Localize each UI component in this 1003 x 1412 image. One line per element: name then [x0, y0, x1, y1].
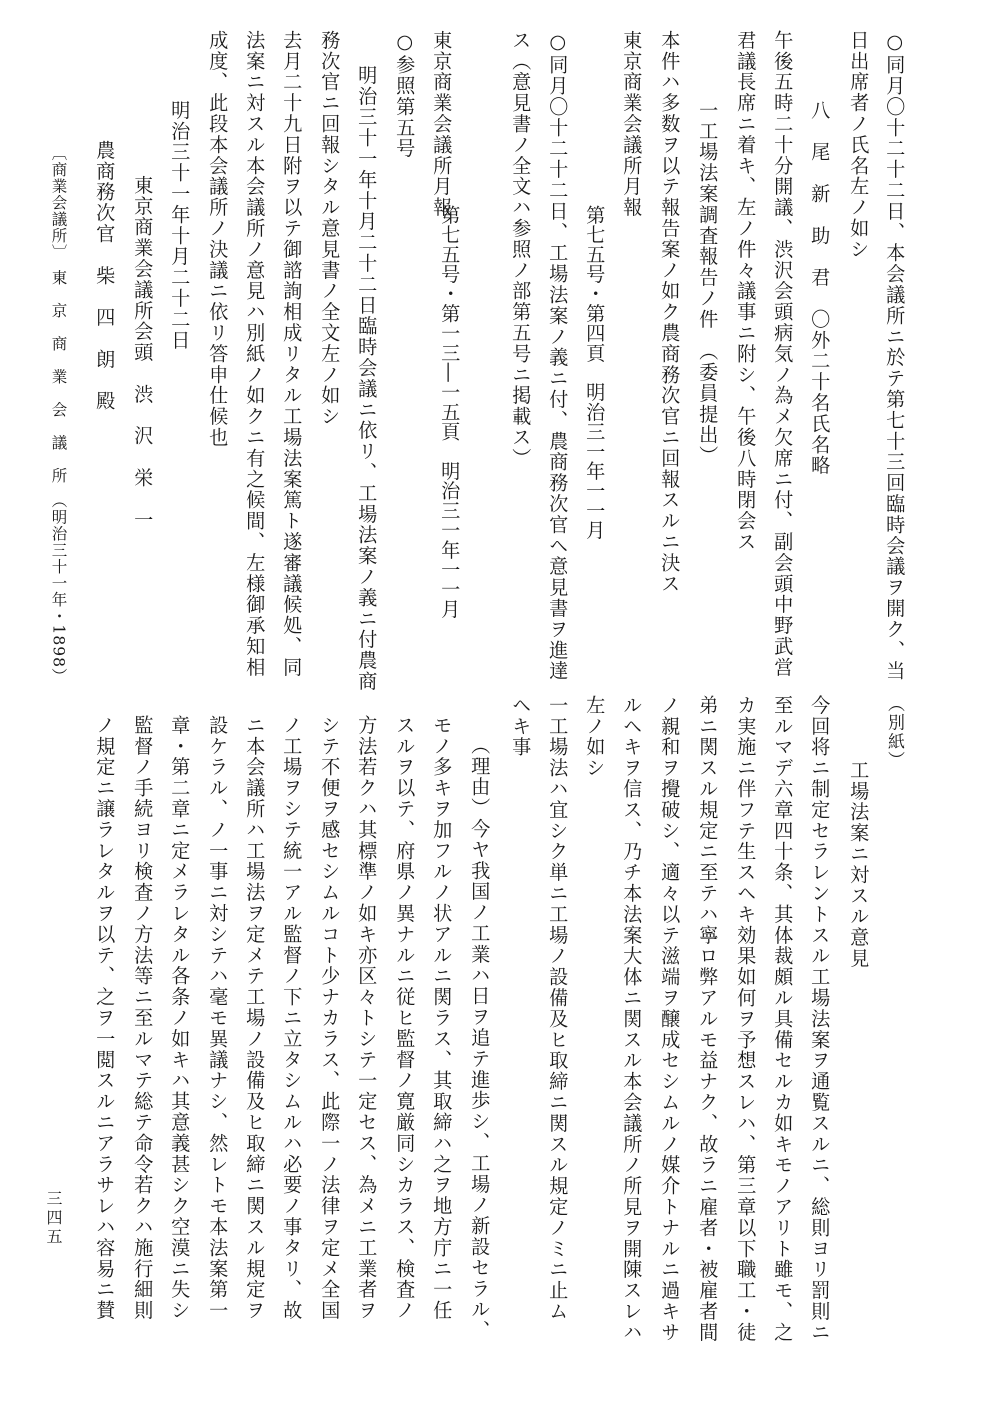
text-line: ニ本会議所ハ工場法ヲ定メテ工場ノ設備及ヒ取締ニ関スル規定ヲ [243, 715, 267, 1322]
text-line: 君議長席ニ着キ、左ノ件々議事ニ附シ、午後八時閉会ス [734, 30, 758, 553]
text-line: 一工場法ハ宜シク単ニ工場ノ設備及ヒ取締ニ関スル規定ノミニ止ム [546, 695, 570, 1322]
text-line: 本件ハ多数ヲ以テ報告案ノ如ク農商務次官ニ回報スルニ決ス [658, 30, 682, 595]
addressee-line: 農商務次官 柴 四 朗 殿 [93, 140, 117, 412]
text-line: 一工場法案調査報告ノ件 （委員提出） [696, 100, 720, 467]
text-line: 午後五時二十分開議、渋沢会頭病気ノ為メ欠席ニ付、副会頭中野武営 [771, 30, 795, 678]
running-footer: 〔商業会議所〕 東 京 商 業 会 議 所 （明治三十一年・1898） [49, 145, 68, 685]
signature-line: 東京商業会議所会頭 渋 沢 栄 一 [131, 175, 155, 531]
section-heading: ○参照第五号 [393, 30, 417, 160]
text-line: ノ親和ヲ攪破シ、適々以テ滋端ヲ醸成セシムルノ媒介トナルニ過キサ [658, 695, 682, 1343]
source-title: 東京商業会議所月報 [620, 30, 644, 219]
text-line: 監督ノ手続ヨリ検査ノ方法等ニ至ルマテ総テ命令若クハ施行細則 [131, 715, 155, 1322]
text-line: 成度、此段本会議所ノ決議ニ依リ答申仕候也 [206, 30, 230, 448]
text-line: ヘキ事 [509, 695, 533, 758]
text-line: 弟ニ関スル規定ニ至テハ寧ロ弊アルモ益ナク、故ラニ雇者・被雇者間 [696, 695, 720, 1343]
source-citation: 第七五号・第一三―一五頁 明治三一年一一月 [438, 205, 462, 619]
text-line: ノ規定ニ譲ラレタルヲ以テ、之ヲ一閲スルニアラサレハ容易ニ賛 [93, 715, 117, 1322]
document-title: 工場法案ニ対スル意見 [847, 760, 871, 969]
text-line: ルヘキヲ信ス、乃チ本法案大体ニ関スル本会議所ノ所見ヲ開陳スレハ [620, 695, 644, 1343]
text-line: 方法若クハ其標準ノ如キ亦区々トシテ一定セス、為メニ工業者ヲ [355, 715, 379, 1322]
text-line: 法案ニ対スル本会議所ノ意見ハ別紙ノ如クニ有之候間、左様御承知相 [243, 30, 267, 678]
source-title: 東京商業会議所月報 [430, 30, 454, 219]
date-line: 明治三十一年十月二十二日 [168, 100, 192, 351]
text-line: 務次官ニ回報シタル意見書ノ全文左ノ如シ [318, 30, 342, 428]
text-line: シテ不便ヲ感セシムルコト少ナカラス、此際一ノ法律ヲ定メ全国 [318, 715, 342, 1322]
text-line: 今回将ニ制定セラレントスル工場法案ヲ通覧スルニ、総則ヨリ罰則ニ [808, 695, 832, 1343]
text-line: 八 尾 新 助 君 〇外二十名氏名略 [808, 100, 832, 477]
text-line: 設ケラル、ノ一事ニ対シテハ毫モ異議ナシ、然レトモ本法案第一 [206, 715, 230, 1322]
text-line: 左ノ如シ [583, 695, 607, 779]
text-line: 日出席者ノ氏名左ノ如シ [847, 30, 871, 260]
text-line: ノ工場ヲシテ統一アル監督ノ下ニ立タシムルハ必要ノ事タリ、故 [280, 715, 304, 1322]
text-line: スルヲ以テ、府県ノ異ナルニ従ヒ監督ノ寛厳同シカラス、検査ノ [393, 715, 417, 1322]
attachment-label: （別紙） [884, 695, 904, 770]
text-line: ○同月〇十二十二日、本会議所ニ於テ第七十三回臨時会議ヲ開ク、当 [883, 30, 907, 682]
page-number: 三四五 [44, 1190, 63, 1247]
text-line: （理由）今ヤ我国ノ工業ハ日ヲ追テ進歩シ、工場ノ新設セラル、 [468, 735, 492, 1342]
text-line: 至ルマデ六章四十条、其体裁頗ル具備セルカ如キモノアリト雖モ、之 [771, 695, 795, 1343]
text-line: 明治三十一年十月二十二日臨時会議ニ依リ、工場法案ノ義ニ付農商 [355, 65, 379, 692]
text-line: 章・第二章ニ定メラレタル各条ノ如キハ其意義甚シク空漠ニ失シ [168, 715, 192, 1322]
text-line: ス（意見書ノ全文ハ参照ノ部第五号ニ掲載ス） [509, 30, 533, 469]
source-citation: 第七五号・第四頁 明治三一年一一月 [583, 205, 607, 540]
text-line: ○同月〇十二十二日、工場法案ノ義ニ付、農商務次官ヘ意見書ヲ進達 [546, 30, 570, 682]
text-line: モノ多キヲ加フルノ状アルニ関ラス、其取締ハ之ヲ地方庁ニ一任 [430, 715, 454, 1322]
text-line: 去月二十九日附ヲ以テ御諮詢相成リタル工場法案篤ト遂審議候処、同 [280, 30, 304, 678]
text-line: カ実施ニ伴フテ生スヘキ効果如何ヲ予想スレハ、第三章以下職工・徒 [734, 695, 758, 1343]
